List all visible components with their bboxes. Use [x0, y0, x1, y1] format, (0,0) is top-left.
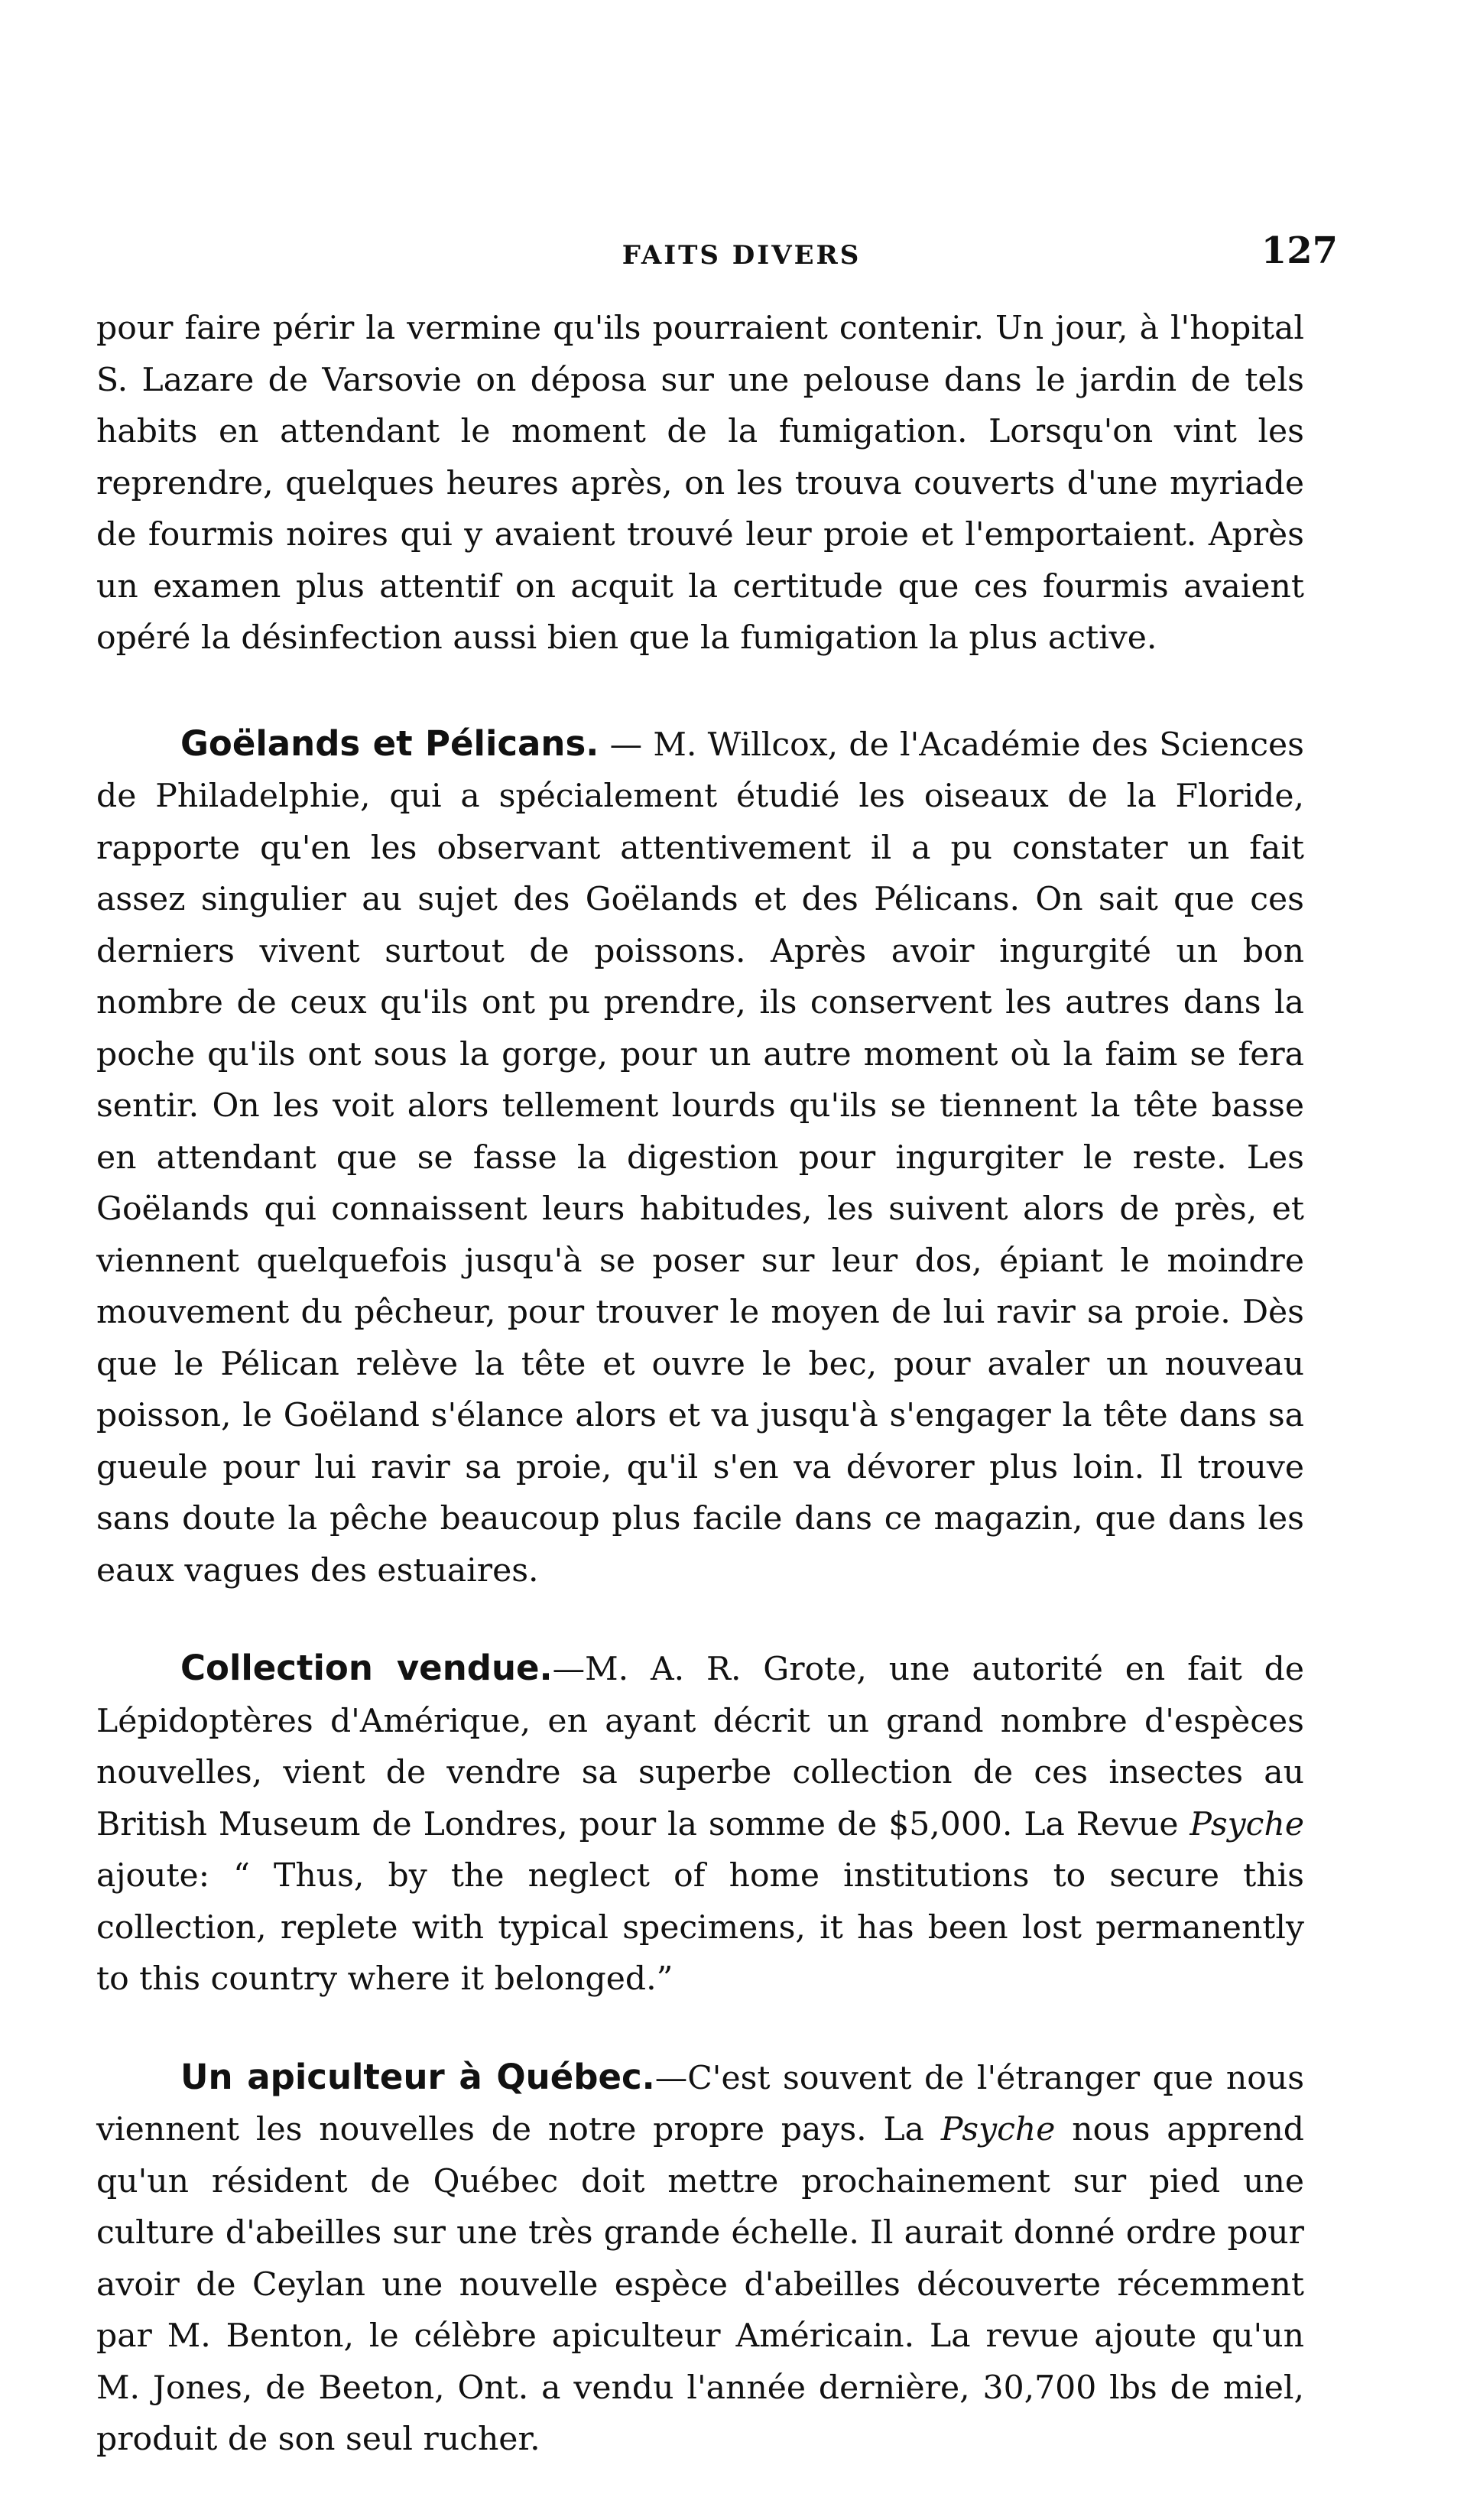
paragraph-text: pour faire périr la vermine qu'ils pourraient contenir. Un jour, à l'hopital S. Lazare de Varsovie on déposa sur une pelouse dans le jardin de tels habits en attendant le moment de la fumigation. Lorsqu'on vint les reprendre, quelques heures après, on les trouva couverts d'une myriade de fourmis noires qui y avaient trouvé leur proie et l'emportaient. Après un examen plus attentif on acquit la certitude que ces fourmis avaient opéré la désinfection aussi bien que la fumigation la plus active. [96, 310, 1304, 657]
paragraph-text: —C'est souvent de l'étranger que nous viennent les nouvelles de notre propre pays. La [96, 2059, 1305, 2148]
paragraph-text: nous apprend qu'un résident de Québec doit mettre prochainement sur pied une culture d'abeilles sur une très grande échelle. Il aurait donné ordre pour avoir de Ceylan une nouvelle espèce d'abeilles découverte récemment par M. Benton, le célèbre apiculteur Américain. La revue ajoute qu'un M. Jones, de Beeton, Ont. a vendu l'année dernière, 30,700 lbs de miel, produit de son seul rucher. [96, 2111, 1304, 2458]
page-number: 127 [1261, 229, 1338, 272]
paragraph-apiculteur-quebec [96, 2051, 1304, 2466]
page-header [145, 229, 1338, 283]
paragraph-text: — M. Willcox, de l'Académie des Sciences de Philadelphie, qui a spécialement étudié les oiseaux de la Floride, rapporte qu'en les observant attentivement il a pu constater un fait assez singulier au sujet des Goëlands et des Pélicans. On sait que ces derniers vivent surtout de poissons. Après avoir ingurgité un bon nombre de ceux qu'ils ont pu prendre, ils conservent les autres dans la poche qu'ils ont sous la gorge, pour un autre moment où la faim se fera sentir. On les voit alors tellement lourds qu'ils se tiennent la tête basse en attendant que se fasse la digestion pour ingurgiter le reste. Les Goëlands qui connaissent leurs habitudes, les suivent alors de près, et viennent quelquefois jusqu'à se poser sur leur dos, épiant le moindre mouvement du pêcheur, pour trouver le moyen de lui ravir sa proie. Dès que le Pélican relève la tête et ouvre le bec, pour avaler un nouveau poisson, le Goëland s'élance alors et va jusqu'à s'engager la tête dans sa gueule pour lui ravir sa proie, qu'il s'en va dévorer plus loin. Il trouve sans doute la pêche beaucoup plus facile dans ce magazin, que dans les eaux vagues des estuaires. [96, 726, 1304, 1590]
running-head: FAITS DIVERS [622, 240, 862, 271]
paragraph-text: —M. A. R. Grote, une autorité en fait de Lépidoptères d'Amérique, en ayant décrit un grand nombre d'espèces nouvelles, vient de vendre sa superbe collection de ces insectes au British Museum de Londres, pour la somme de $5,000. La Revue [96, 1651, 1305, 1843]
section-heading-collection: Collection vendue. [180, 1648, 553, 1688]
page-body [96, 303, 1304, 2512]
paragraph-text: ajoute: “ Thus, by the neglect of home institutions to secure this collection, replete with typical specimens, it has been lost permanently to this country where it belonged.” [96, 1857, 1304, 1998]
section-heading-apiculteur: Un apiculteur à Québec. [180, 2056, 655, 2097]
journal-title-psyche: Psyche [940, 2111, 1056, 2148]
paragraph-vermine [96, 303, 1304, 664]
journal-title-psyche: Psyche [1190, 1805, 1304, 1843]
section-heading-goelands: Goëlands et Pélicans. [180, 723, 599, 764]
paragraph-goelands-pelicans [96, 718, 1304, 1597]
paragraph-collection-vendue [96, 1642, 1304, 2005]
